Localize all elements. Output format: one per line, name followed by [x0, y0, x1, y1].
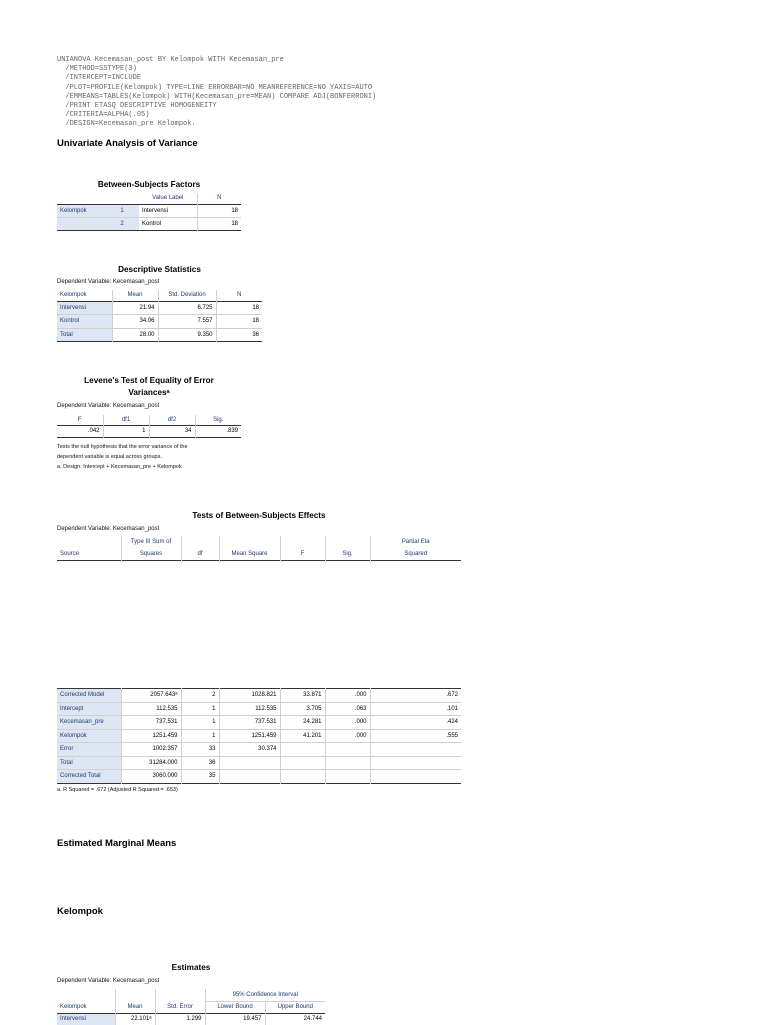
- estimates-header: Kelompok: [57, 1001, 115, 1013]
- between-source: Corrected Total: [57, 770, 121, 784]
- between-cell: 737.531: [121, 716, 181, 730]
- estimates-table: [57, 989, 325, 1025]
- descriptive-cell: 18: [216, 315, 262, 329]
- heading-univariate: Univariate Analysis of Variance: [57, 138, 198, 149]
- between-cell: 31284.000: [121, 756, 181, 770]
- descriptive-cell: 9.350: [158, 328, 216, 342]
- levene-header: df1: [103, 415, 149, 425]
- descriptive-row-label: Kontrol: [57, 315, 112, 329]
- factors-header-value-label: Value Label: [139, 193, 197, 204]
- levene-note: Tests the null hypothesis that the error variance of the: [57, 444, 188, 450]
- levene-header: F: [57, 415, 103, 425]
- descriptive-row-label: Total: [57, 328, 112, 342]
- between-note: a. R Squared = .672 (Adjusted R Squared = .653): [57, 787, 178, 793]
- levene-title-line1: Levene's Test of Equality of Error: [84, 376, 214, 385]
- levene-header: Sig.: [213, 416, 224, 423]
- between-cell: [325, 756, 370, 770]
- levene-note: a. Design: Intercept + Kecemasan_pre + Kelompok: [57, 464, 182, 470]
- between-body-table: [57, 688, 461, 784]
- between-cell: 737.531: [219, 716, 280, 730]
- estimates-row-label: Intervensi: [57, 1013, 115, 1025]
- between-header-eta: Squared: [404, 550, 428, 557]
- between-cell: 3.705: [280, 702, 325, 716]
- between-source: Error: [57, 743, 121, 757]
- descriptive-cell: 36: [252, 331, 259, 338]
- between-cell: .424: [370, 716, 461, 730]
- descriptive-cell: 21.94: [112, 301, 158, 315]
- estimates-title: Estimates: [171, 963, 211, 972]
- between-cell: 1028.821: [219, 689, 280, 703]
- estimates-cell: 22.101ᵃ: [115, 1013, 155, 1025]
- between-cell: 41.201: [280, 729, 325, 743]
- between-source: Corrected Model: [57, 689, 121, 703]
- levene-table: [57, 415, 241, 438]
- between-cell: .000: [325, 716, 370, 730]
- between-cell: 1251.459: [121, 729, 181, 743]
- between-header-source: Source: [57, 548, 121, 560]
- levene-header: df2: [149, 415, 195, 425]
- between-cell: [280, 743, 325, 757]
- levene-note: dependent variable is equal across groups.: [57, 454, 162, 460]
- estimates-cell: 19.457: [205, 1013, 265, 1025]
- between-cell: .555: [370, 729, 461, 743]
- between-cell: .000: [325, 729, 370, 743]
- factors-header-n: N: [217, 195, 222, 202]
- factors-table: [57, 193, 241, 231]
- levene-title-line2: Variancesᵃ: [128, 388, 170, 397]
- estimates-cell: 24.744: [303, 1016, 322, 1023]
- levene-dependent-variable: Dependent Variable: Kecemasan_post: [57, 403, 160, 409]
- between-source: Kecemasan_pre: [57, 716, 121, 730]
- between-cell: [280, 770, 325, 784]
- factors-title: Between-Subjects Factors: [97, 180, 201, 189]
- between-cell: .000: [325, 689, 370, 703]
- between-cell: [219, 756, 280, 770]
- between-cell: [325, 743, 370, 757]
- between-cell: 112.535: [219, 702, 280, 716]
- between-header-ss: Type III Sum of: [121, 536, 181, 548]
- between-cell: [325, 770, 370, 784]
- factors-row-header: Kelompok: [57, 204, 105, 217]
- estimates-header: Lower Bound: [205, 1001, 265, 1013]
- between-cell: 1002.357: [121, 743, 181, 757]
- between-cell: [280, 756, 325, 770]
- between-header-sig: Sig.: [325, 548, 370, 560]
- between-cell: [370, 770, 461, 784]
- between-cell: [370, 756, 461, 770]
- between-cell: 24.281: [280, 716, 325, 730]
- between-cell: 33: [181, 743, 219, 757]
- descriptive-dependent-variable: Dependent Variable: Kecemasan_post: [57, 279, 160, 285]
- between-source: Total: [57, 756, 121, 770]
- descriptive-header: Kelompok: [57, 290, 112, 301]
- descriptive-title: Descriptive Statistics: [118, 265, 201, 274]
- levene-cell: 1: [103, 425, 149, 437]
- estimates-dependent-variable: Dependent Variable: Kecemasan_post: [57, 978, 160, 984]
- descriptive-table: [57, 290, 262, 342]
- heading-estimated-marginal-means: Estimated Marginal Means: [57, 838, 177, 849]
- between-cell: [370, 743, 461, 757]
- descriptive-cell: 34.06: [112, 315, 158, 329]
- descriptive-row-label: Intervensi: [57, 301, 112, 315]
- descriptive-header: N: [237, 292, 242, 299]
- levene-cell: .839: [226, 428, 238, 434]
- between-cell: .063: [325, 702, 370, 716]
- between-cell: 2: [181, 689, 219, 703]
- between-cell: 33.871: [280, 689, 325, 703]
- descriptive-cell: 6.725: [158, 301, 216, 315]
- estimates-header: Mean: [115, 1001, 155, 1013]
- between-cell: 2057.643ᵃ: [121, 689, 181, 703]
- factors-code: 1: [105, 204, 139, 217]
- factors-n: 18: [197, 204, 241, 217]
- between-cell: .672: [370, 689, 461, 703]
- between-cell: 1: [181, 702, 219, 716]
- descriptive-cell: 28.00: [112, 328, 158, 342]
- between-cell: 36: [181, 756, 219, 770]
- factors-label: Intervensi: [139, 204, 197, 217]
- descriptive-cell: 7.557: [158, 315, 216, 329]
- levene-cell: 34: [149, 425, 195, 437]
- between-header-f: F: [280, 548, 325, 560]
- between-cell: [219, 770, 280, 784]
- between-cell: 1: [181, 716, 219, 730]
- between-cell: 1251.459: [219, 729, 280, 743]
- factors-code: 2: [105, 217, 139, 230]
- between-header-ss: Squares: [121, 548, 181, 560]
- between-header-table: [57, 536, 461, 561]
- between-cell: 35: [181, 770, 219, 784]
- syntax-block: UNIANOVA Kecemasan_post BY Kelompok WITH Kecemasan_pre /METHOD=SSTYPE(3) /INTERCEPT=INCLUDE /PLOT=PROFILE(Kelompok) TYPE=LINE ERRORBAR=NO MEANREFERENCE=NO YAXIS=AUTO /EMMEANS=TABLES(Kelompok) WITH(Kecemasan_pre=MEAN) COMPARE ADJ(BONFERRONI) /PRINT ETASQ DESCRIPTIVE HOMOGENEITY /CRITERIA=ALPHA(.05) /DESIGN=Kecemasan_pre Kelompok.: [57, 56, 377, 129]
- descriptive-header: Mean: [112, 290, 158, 301]
- between-dependent-variable: Dependent Variable: Kecemasan_post: [57, 526, 160, 532]
- levene-notes: [57, 442, 188, 472]
- between-header-df: df: [181, 548, 219, 560]
- between-source: Intercept: [57, 702, 121, 716]
- descriptive-header: Std. Deviation: [158, 290, 216, 301]
- between-header-eta: Partial Eta: [401, 539, 430, 545]
- between-source: Kelompok: [57, 729, 121, 743]
- estimates-cell: 1.299: [155, 1013, 205, 1025]
- levene-title: [57, 375, 241, 399]
- between-cell: .101: [370, 702, 461, 716]
- factors-label: Kontrol: [139, 217, 197, 230]
- between-title: Tests of Between-Subjects Effects: [192, 511, 326, 520]
- between-header-ms: Mean Square: [219, 548, 280, 560]
- estimates-ci-header: 95% Confidence Interval: [205, 989, 325, 1001]
- levene-cell: .042: [57, 425, 103, 437]
- heading-kelompok: Kelompok: [57, 906, 103, 917]
- between-cell: 112.535: [121, 702, 181, 716]
- estimates-header: Upper Bound: [277, 1004, 313, 1010]
- between-cell: 3060.000: [121, 770, 181, 784]
- descriptive-cell: 18: [216, 301, 262, 315]
- between-cell: 30.374: [219, 743, 280, 757]
- estimates-header: Std. Error: [155, 1001, 205, 1013]
- factors-n: 18: [231, 220, 238, 227]
- between-cell: 1: [181, 729, 219, 743]
